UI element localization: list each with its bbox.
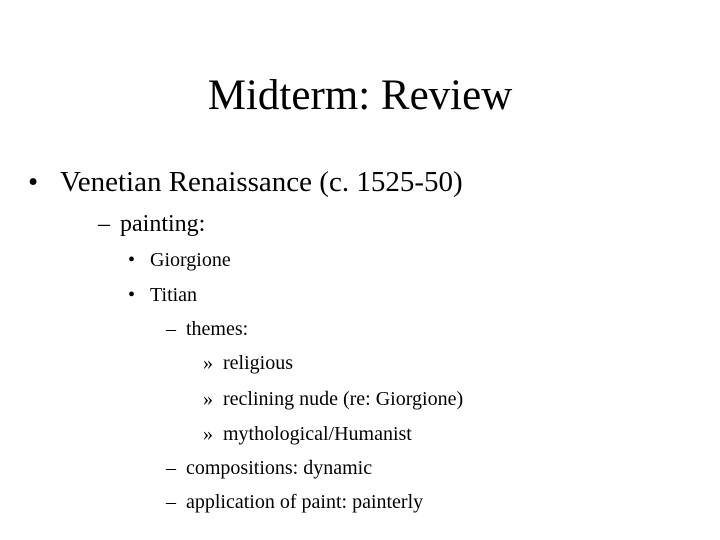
sub-bullet-compositions xyxy=(166,458,372,478)
bullet-giorgione xyxy=(128,250,231,270)
bullet-text: application of paint: painterly xyxy=(186,491,424,513)
bullet-marker: • xyxy=(128,249,136,271)
sub-bullet-mythological xyxy=(203,424,412,444)
chevron-marker: » xyxy=(203,423,213,445)
sub-bullet-themes xyxy=(166,319,248,339)
bullet-text: reclining nude (re: Giorgione) xyxy=(223,388,464,410)
bullet-text: mythological/Humanist xyxy=(223,423,412,445)
dash-marker: – xyxy=(98,211,110,237)
sub-bullet-religious xyxy=(203,353,293,373)
chevron-marker: » xyxy=(203,352,213,374)
bullet-text: Titian xyxy=(150,284,198,306)
dash-marker: – xyxy=(166,318,176,340)
slide-title: Midterm: Review xyxy=(207,72,513,119)
bullet-titian xyxy=(128,285,197,305)
bullet-text: Venetian Renaissance (c. 1525-50) xyxy=(60,166,463,198)
dash-marker: – xyxy=(166,491,176,513)
sub-bullet-painting xyxy=(98,212,205,236)
dash-marker: – xyxy=(166,457,176,479)
sub-bullet-application xyxy=(166,492,423,512)
bullet-topic xyxy=(28,168,463,197)
bullet-text: religious xyxy=(223,352,293,374)
chevron-marker: » xyxy=(203,388,213,410)
bullet-marker: • xyxy=(128,284,136,306)
bullet-text: painting: xyxy=(120,211,206,237)
bullet-text: compositions: dynamic xyxy=(186,457,373,479)
bullet-marker: • xyxy=(28,166,39,198)
sub-bullet-reclining-nude xyxy=(203,389,463,409)
bullet-text: themes: xyxy=(186,318,249,340)
bullet-text: Giorgione xyxy=(150,249,231,271)
